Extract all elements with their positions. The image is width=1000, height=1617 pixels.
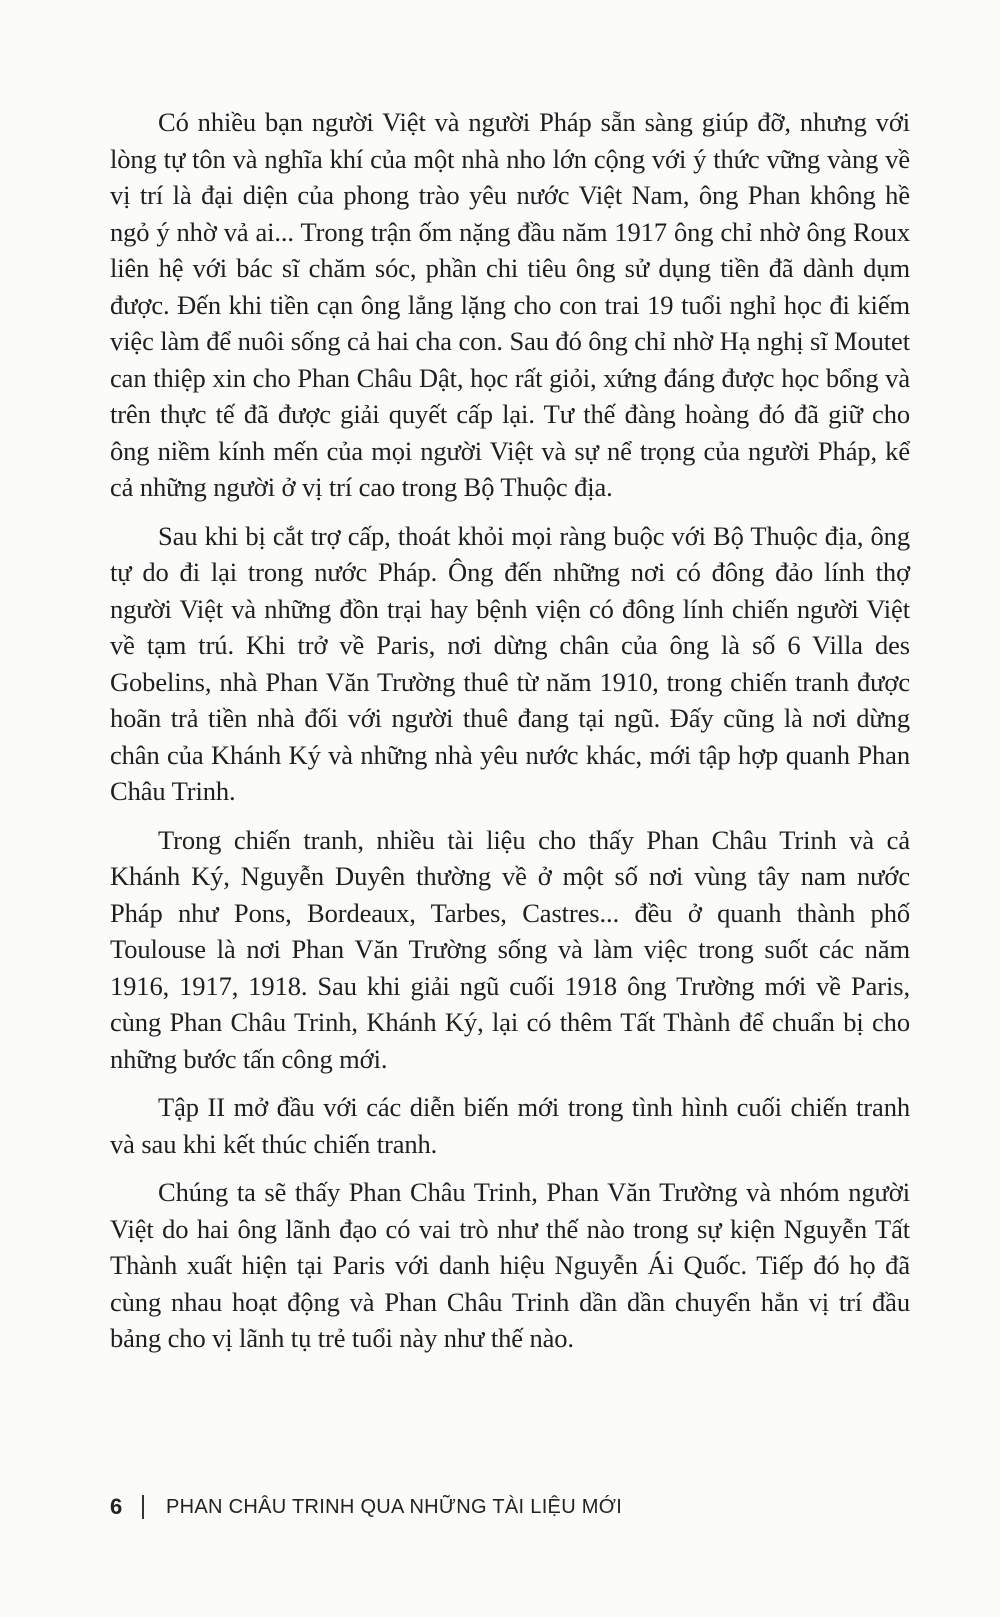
paragraph-3: Trong chiến tranh, nhiều tài liệu cho thấy Phan Châu Trinh và cả Khánh Ký, Nguyễn Duyên thường về ở một số nơi vùng tây nam nước Pháp như Pons, Bordeaux, Tarbes, Castres... đều ở quanh thành phố Toulouse là nơi Phan Văn Trường sống và làm việc trong suốt các năm 1916, 1917, 1918. Sau khi giải ngũ cuối 1918 ông Trường mới về Paris, cùng Phan Châu Trinh, Khánh Ký, lại có thêm Tất Thành để chuẩn bị cho những bước tấn công mới. bbox=[110, 824, 910, 1074]
paragraph-1: Có nhiều bạn người Việt và người Pháp sẵn sàng giúp đỡ, nhưng với lòng tự tôn và nghĩa khí của một nhà nho lớn cộng với ý thức vững vàng về vị trí là đại diện của phong trào yêu nước Việt Nam, ông Phan không hề ngỏ ý nhờ vả ai... Trong trận ốm nặng đầu năm 1917 ông chỉ nhờ ông Roux liên hệ với bác sĩ chăm sóc, phần chi tiêu ông sử dụng tiền đã dành dụm được. Đến khi tiền cạn ông lẳng lặng cho con trai 19 tuổi nghỉ học đi kiếm việc làm để nuôi sống cả hai cha con. Sau đó ông chỉ nhờ Hạ nghị sĩ Moutet can thiệp xin cho Phan Châu Dật, học rất giỏi, xứng đáng được học bổng và trên thực tế đã được giải quyết cấp lại. Tư thế đàng hoàng đó đã giữ cho ông niềm kính mến của mọi người Việt và sự nể trọng của người Pháp, kể cả những người ở vị trí cao trong Bộ Thuộc địa. bbox=[110, 107, 910, 502]
body-text bbox=[110, 104, 910, 1369]
paragraph-2: Sau khi bị cắt trợ cấp, thoát khỏi mọi ràng buộc với Bộ Thuộc địa, ông tự do đi lại trong nước Pháp. Ông đến những nơi có đông đảo lính thợ người Việt và những đồn trại hay bệnh viện có đông lính chiến người Việt về tạm trú. Khi trở về Paris, nơi dừng chân của ông là số 6 Villa des Gobelins, nhà Phan Văn Trường thuê từ năm 1910, trong chiến tranh được hoãn trả tiền nhà đối với người thuê đang tại ngũ. Đấy cũng là nơi dừng chân của Khánh Ký và những nhà yêu nước khác, mới tập hợp quanh Phan Châu Trinh. bbox=[110, 520, 910, 806]
running-title: PHAN CHÂU TRINH QUA NHỮNG TÀI LIỆU MỚI bbox=[166, 1495, 623, 1518]
page-number: 6 bbox=[110, 1494, 123, 1519]
footer-divider bbox=[142, 1495, 144, 1519]
paragraph-5: Chúng ta sẽ thấy Phan Châu Trinh, Phan Văn Trường và nhóm người Việt do hai ông lãnh đạo có vai trò như thế nào trong sự kiện Nguyễn Tất Thành xuất hiện tại Paris với danh hiệu Nguyễn Ái Quốc. Tiếp đó họ đã cùng nhau hoạt động và Phan Châu Trinh dần dần chuyển hẳn vị trí đầu bảng cho vị lãnh tụ trẻ tuổi này như thế nào. bbox=[110, 1177, 910, 1353]
paragraph-4: Tập II mở đầu với các diễn biến mới trong tình hình cuối chiến tranh và sau khi kết thúc chiến tranh. bbox=[110, 1092, 910, 1159]
page-footer bbox=[110, 1490, 910, 1524]
